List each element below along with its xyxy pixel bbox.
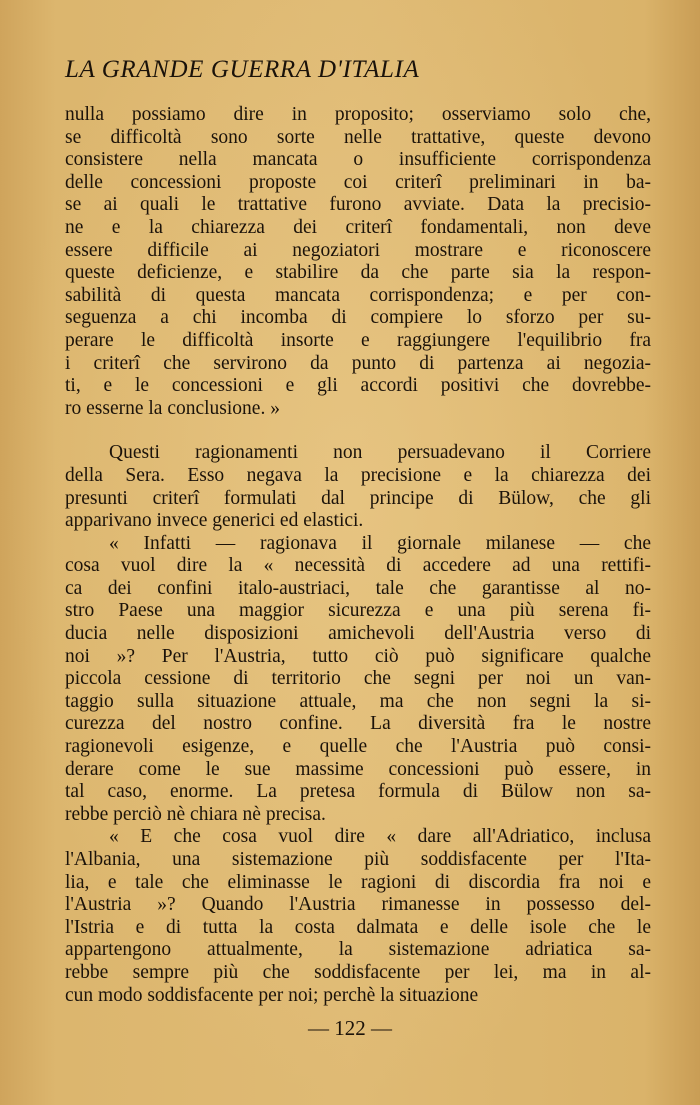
text-line: presunti criterî formulati dal principe di Bülow, che gli: [65, 487, 651, 509]
text-line: essere difficile ai negoziatori mostrare e riconoscere: [65, 239, 651, 261]
text-line: « E che cosa vuol dire « dare all'Adriatico, inclusa: [109, 826, 651, 848]
text-line: ca dei confini italo-austriaci, tale che garantisse al no-: [65, 577, 651, 599]
text-line: delle concessioni proposte coi criterî preliminari in ba-: [65, 171, 651, 193]
text-line: l'Istria e di tutta la costa dalmata e delle isole che le: [65, 916, 651, 938]
text-line: se difficoltà sono sorte nelle trattative, queste devono: [65, 126, 651, 148]
text-line: perare le difficoltà insorte e raggiungere l'equilibrio fra: [65, 329, 651, 351]
text-line: consistere nella mancata o insufficiente corrispondenza: [65, 149, 651, 171]
text-line: ne e la chiarezza dei criterî fondamentali, non deve: [65, 216, 651, 238]
text-line: taggio sulla situazione attuale, ma che non segni la si-: [65, 690, 651, 712]
text-line: noi »? Per l'Austria, tutto ciò può significare qualche: [65, 645, 651, 667]
text-line: apparivano invece generici ed elastici.: [65, 510, 364, 532]
paragraph: [65, 826, 651, 1007]
text-line: ragionevoli esigenze, e quelle che l'Austria può consi-: [65, 736, 651, 758]
paragraph-gap: [65, 420, 651, 442]
text-line: sabilità di questa mancata corrispondenza; e per con-: [65, 284, 651, 306]
text-line: ti, e le concessioni e gli accordi positivi che dovrebbe-: [65, 375, 651, 397]
paragraph: [65, 104, 651, 420]
text-line: cun modo soddisfacente per noi; perchè la situazione: [65, 984, 479, 1006]
text-line: rebbe sempre più che soddisfacente per lei, ma in al-: [65, 961, 651, 983]
text-line: cosa vuol dire la « necessità di accedere ad una rettifi-: [65, 555, 651, 577]
text-line: seguenza a chi incomba di compiere lo sforzo per su-: [65, 307, 651, 329]
text-line: se ai quali le trattative furono avviate. Data la precisio-: [65, 194, 651, 216]
text-line: rebbe perciò nè chiara nè precisa.: [65, 803, 326, 825]
text-line: lia, e tale che eliminasse le ragioni di discordia fra noi e: [65, 871, 651, 893]
text-line: stro Paese una maggior sicurezza e una più serena fi-: [65, 600, 651, 622]
text-line: piccola cessione di territorio che segni per noi un van-: [65, 668, 651, 690]
text-line: della Sera. Esso negava la precisione e la chiarezza dei: [65, 464, 651, 486]
text-line: curezza del nostro confine. La diversità fra le nostre: [65, 713, 651, 735]
text-line: « Infatti — ragionava il giornale milanese — che: [109, 532, 651, 554]
running-header: LA GRANDE GUERRA D'ITALIA: [65, 56, 420, 83]
text-line: l'Albania, una sistemazione più soddisfacente per l'Ita-: [65, 849, 651, 870]
paragraph: [65, 442, 651, 532]
text-line: ducia nelle disposizioni amichevoli dell'Austria verso di: [65, 623, 651, 645]
text-line: ro esserne la conclusione. »: [65, 397, 280, 419]
text-line: derare come le sue massime concessioni può essere, in: [65, 758, 651, 780]
text-line: appartengono attualmente, la sistemazione adriatica sa-: [65, 939, 651, 961]
text-line: Questi ragionamenti non persuadevano il Corriere: [109, 442, 651, 464]
page-number: — 122 —: [308, 1016, 392, 1040]
text-line: i criterî che servirono da punto di partenza ai negozia-: [65, 352, 651, 374]
text-line: nulla possiamo dire in proposito; osserviamo solo che,: [65, 104, 651, 125]
text-line: queste deficienze, e stabilire da che parte sia la respon-: [65, 262, 651, 284]
text-line: l'Austria »? Quando l'Austria rimanesse in possesso del-: [65, 894, 651, 916]
text-line: tal caso, enorme. La pretesa formula di Bülow non sa-: [65, 781, 651, 803]
paragraph: [65, 533, 651, 827]
body-text: [65, 104, 651, 1007]
